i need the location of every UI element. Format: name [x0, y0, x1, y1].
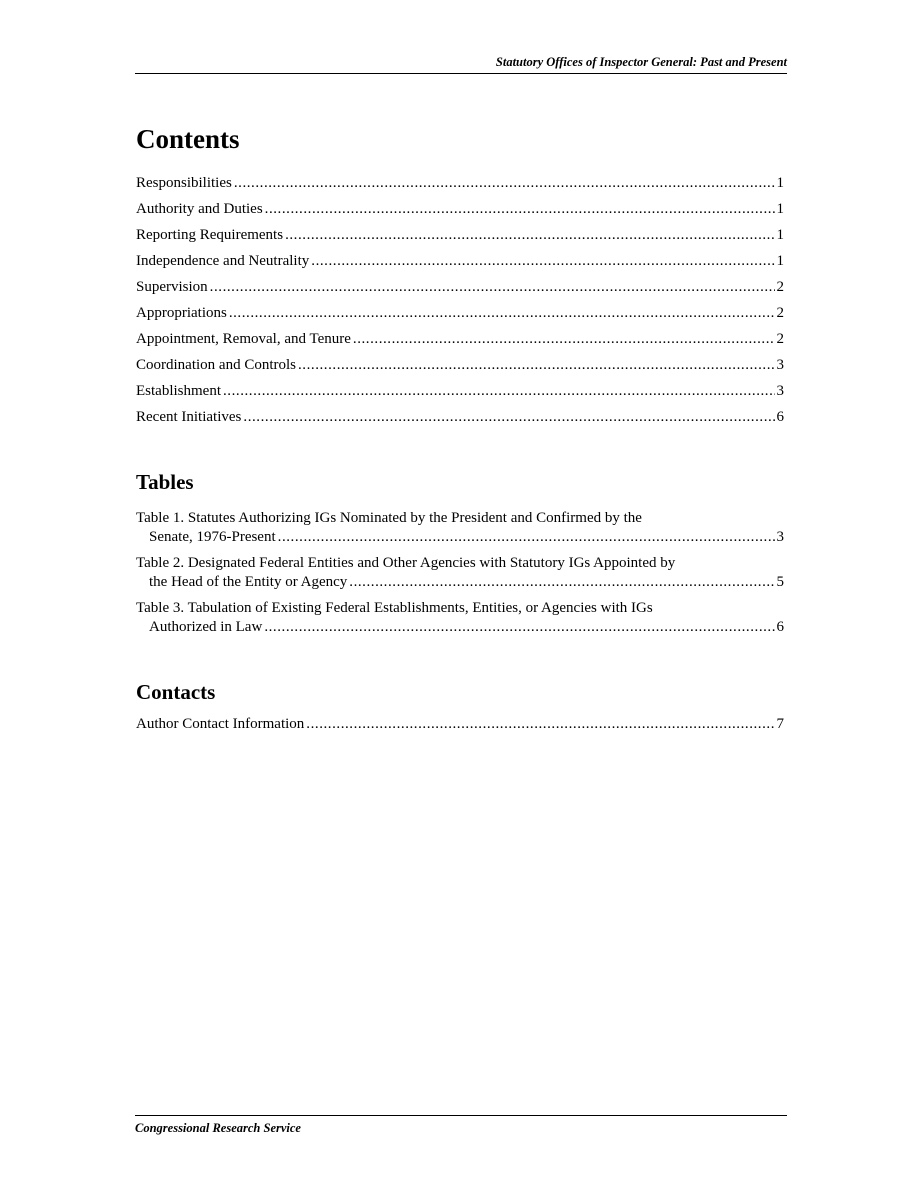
toc-entry[interactable] [136, 716, 784, 742]
toc-entry-title: Appropriations [136, 305, 227, 321]
running-header: Statutory Offices of Inspector General: Past and Present [135, 55, 787, 74]
leader-dots [210, 279, 775, 296]
tables-list [136, 509, 784, 644]
leader-dots [278, 528, 775, 547]
toc-entry[interactable] [136, 175, 784, 201]
toc-entry-page: 6 [776, 409, 784, 425]
leader-dots [265, 201, 775, 218]
toc-entry-title: Responsibilities [136, 175, 232, 191]
tables-heading: Tables [136, 470, 194, 494]
contacts-list [136, 716, 784, 742]
toc-entry[interactable] [136, 201, 784, 227]
table-entry-title-cont: Senate, 1976-Present [149, 529, 276, 545]
contents-list [136, 175, 784, 435]
leader-dots [234, 175, 775, 192]
toc-entry-page: 2 [776, 279, 784, 295]
toc-entry[interactable] [136, 305, 784, 331]
leader-dots [298, 357, 775, 374]
table-entry-page: 5 [776, 574, 784, 590]
toc-entry-page: 7 [776, 716, 784, 732]
toc-entry-title: Supervision [136, 279, 208, 295]
toc-entry-title: Appointment, Removal, and Tenure [136, 331, 351, 347]
table-entry[interactable] [136, 509, 784, 547]
toc-entry[interactable] [136, 331, 784, 357]
toc-entry-title: Authority and Duties [136, 201, 263, 217]
table-entry[interactable] [136, 554, 784, 592]
toc-entry-page: 1 [776, 201, 784, 217]
table-entry-title-cont: the Head of the Entity or Agency [149, 574, 348, 590]
page-footer: Congressional Research Service [135, 1115, 787, 1136]
toc-entry-title: Coordination and Controls [136, 357, 296, 373]
toc-entry[interactable] [136, 253, 784, 279]
table-entry-page: 6 [776, 619, 784, 635]
toc-entry-title: Reporting Requirements [136, 227, 284, 243]
leader-dots [353, 331, 775, 348]
toc-entry-page: 2 [776, 331, 784, 347]
toc-entry-title: Author Contact Information [136, 716, 305, 732]
toc-entry[interactable] [136, 409, 784, 435]
leader-dots [264, 618, 774, 637]
toc-entry[interactable] [136, 227, 784, 253]
table-entry-title: Table 3. Tabulation of Existing Federal Establishments, Entities, or Agencies with IGs [136, 600, 653, 616]
table-entry-title-cont: Authorized in Law [149, 619, 263, 635]
table-entry[interactable] [136, 599, 784, 637]
leader-dots [229, 305, 775, 322]
toc-entry-page: 1 [776, 227, 784, 243]
leader-dots [311, 253, 774, 270]
toc-entry[interactable] [136, 383, 784, 409]
toc-entry[interactable] [136, 279, 784, 305]
toc-entry-page: 1 [776, 175, 784, 191]
contents-heading: Contents [136, 124, 240, 154]
table-entry-page: 3 [776, 529, 784, 545]
leader-dots [223, 383, 775, 400]
contacts-heading: Contacts [136, 680, 216, 704]
leader-dots [306, 716, 774, 733]
toc-entry-title: Independence and Neutrality [136, 253, 310, 269]
toc-entry-page: 2 [776, 305, 784, 321]
toc-entry-title: Establishment [136, 383, 221, 399]
toc-entry-page: 1 [776, 253, 784, 269]
table-entry-title: Table 2. Designated Federal Entities and Other Agencies with Statutory IGs Appointed by [136, 555, 676, 571]
leader-dots [243, 409, 774, 426]
leader-dots [349, 573, 774, 592]
toc-entry-page: 3 [776, 383, 784, 399]
table-entry-title: Table 1. Statutes Authorizing IGs Nominated by the President and Confirmed by the [136, 510, 642, 526]
toc-entry[interactable] [136, 357, 784, 383]
leader-dots [285, 227, 774, 244]
toc-entry-page: 3 [776, 357, 784, 373]
toc-entry-title: Recent Initiatives [136, 409, 242, 425]
